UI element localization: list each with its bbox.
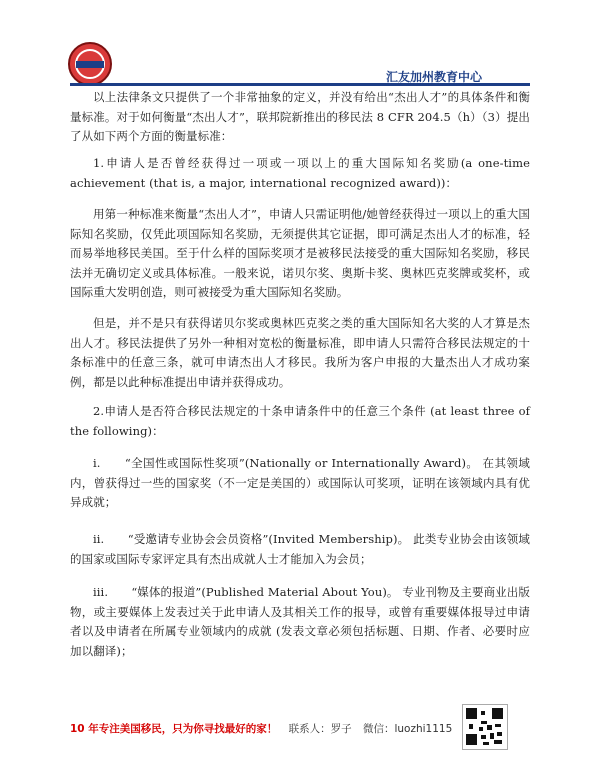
paragraph-intro: 以上法律条文只提供了一个非常抽象的定义，并没有给出“杰出人才”的具体条件和衡量标准。对于如何衡量“杰出人才”，联邦院新推出的移民法 8 CFR 204.5（h）（3）提出了从如下两个方面的衡量标准： — [70, 90, 530, 143]
footer — [70, 721, 452, 736]
organization-logo — [68, 42, 112, 86]
paragraph-alternative-standard: 但是，并不是只有获得诺贝尔奖或奥林匹克奖之类的重大国际知名大奖的人才算是杰出人才。移民法提供了另外一种相对宽松的衡量标准，即申请人只需符合移民法规定的十条标准中的任意三条，就可申请杰出人才移民。我所为客户申报的大量杰出人才成功案例，都是以此种标准提出申请并获得成功。 — [70, 316, 530, 389]
paragraph-criterion-1: 1.申请人是否曾经获得过一项或一项以上的重大国际知名奖励(a one-time achievement (that is, a major, international recognized award))： — [70, 156, 530, 190]
footer-slogan: 10 年专注美国移民，只为你寻找最好的家！ — [70, 723, 278, 735]
qr-code-icon — [462, 704, 508, 750]
list-item-membership: ii. “受邀请专业协会会员资格”(Invited Membership)。 此类专业协会由该领域的国家或国际专家评定具有杰出成就人士才能加入为会员； — [70, 532, 530, 566]
footer-contact-person: 联系人：罗子 — [288, 723, 352, 735]
paragraph-criterion-2: 2.申请人是否符合移民法规定的十条申请条件中的任意三个条件 (at least three of the following)： — [70, 404, 530, 438]
header-org-title: 汇友加州教育中心 — [385, 70, 482, 84]
header-divider — [70, 83, 530, 86]
paragraph-criterion-1-detail: 用第一种标准来衡量“杰出人才”，申请人只需证明他/她曾经获得过一项以上的重大国际知名奖励，仅凭此项国际知名奖励，无须提供其它证据，即可满足杰出人才的标准，轻而易举地移民美国。至于什么样的国际奖项才是被移民法接受的重大国际知名奖励，移民法并无确切定义或具体标准。一般来说，诺贝尔奖、奥斯卡奖、奥林匹克奖牌或奖杯，或国际重大发明创造，则可被接受为重大国际知名奖励。 — [70, 207, 530, 299]
footer-wechat: 微信：luozhi1115 — [362, 723, 453, 735]
list-item-award: i. “全国性或国际性奖项”(Nationally or Internationally Award)。 在其领域内，曾获得过一些的国家奖（不一定是美国的）或国际认可奖项，证明在该领域内具有优异成就； — [70, 456, 530, 509]
list-item-published-material: iii. “媒体的报道”(Published Material About You)。 专业刊物及主要商业出版物，或主要媒体上发表过关于此申请人及其相关工作的报导，或曾有重要媒体报导过申请者以及申请者在所属专业领域内的成就 (发表文章必须包括标题、日期、作者、必要时应加以翻译)； — [70, 585, 530, 658]
